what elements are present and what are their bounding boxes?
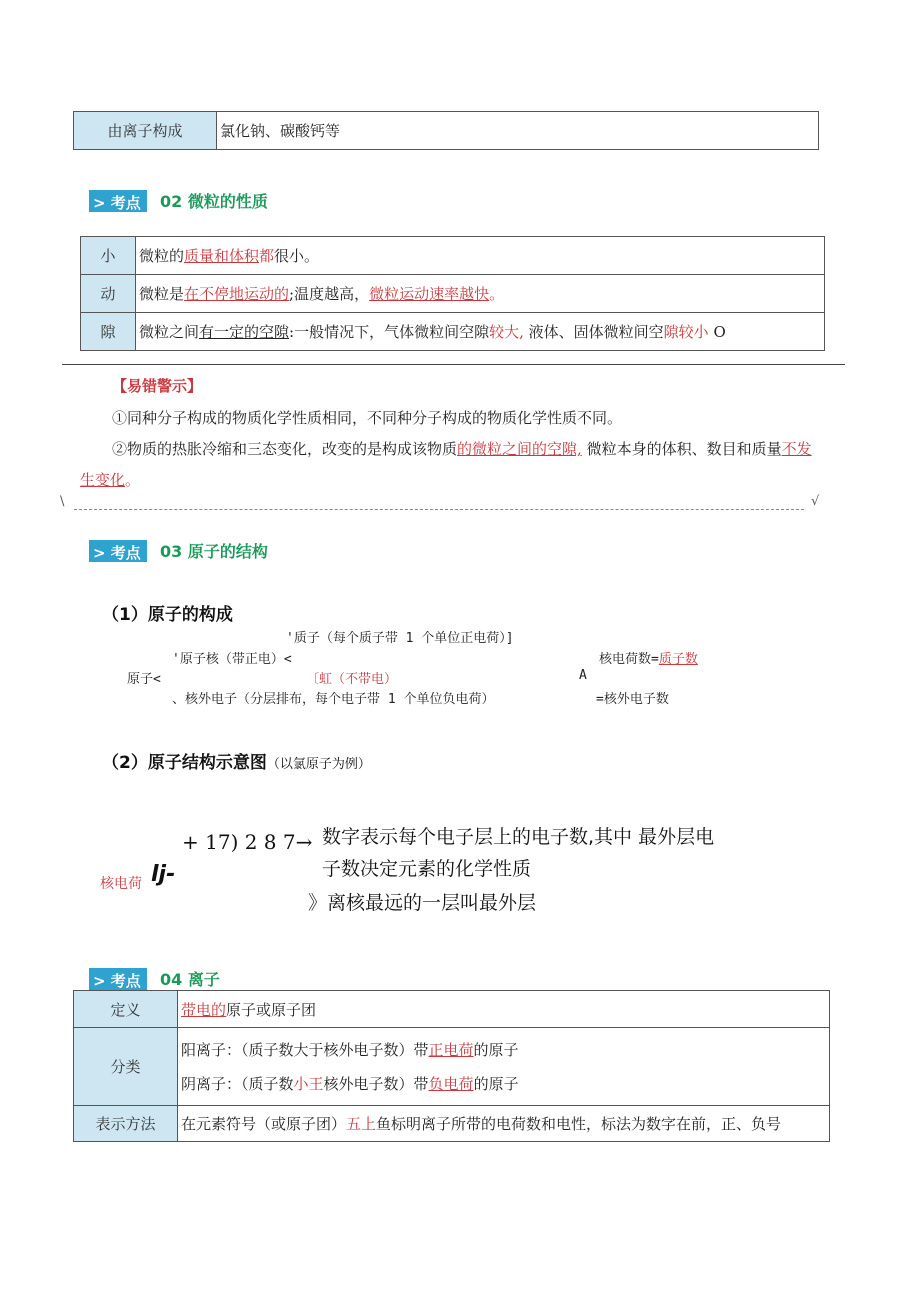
- atom-label: 原子<: [127, 672, 161, 687]
- prop-text-small: 微粒的质量和体积都很小。: [136, 237, 825, 275]
- cation-line: 阳离子：（质子数大于核外电子数）带正电荷的原子: [181, 1040, 519, 1059]
- a-mark: A: [579, 668, 587, 683]
- scribble-mark: lj-: [151, 862, 176, 887]
- ion-def-text: 带电的原子或原子团: [178, 991, 830, 1028]
- anion-line: 阴离子：（质子数小王核外电子数）带负电荷的原子: [181, 1074, 519, 1093]
- atom-composition-heading: （1）原子的构成: [102, 605, 233, 625]
- ion-table: [73, 990, 830, 1142]
- atom-diagram-heading: （2）原子结构示意图（以氯原子为例）: [102, 753, 371, 773]
- ion-class-text: [178, 1028, 830, 1106]
- prop-text-gap: 微粒之间有一定的空隙:一般情况下，气体微粒间空隙较大, 液体、固体微粒间空隙较小 O: [136, 313, 825, 351]
- warning-line2: ②物质的热胀冷缩和三态变化，改变的是构成该物质的微粒之间的空隙, 微粒本身的体积、数目和质量不发: [112, 440, 812, 458]
- prop-text-move: 微粒是在不停地运动的;温度越高，微粒运动速率越快。: [136, 275, 825, 313]
- proton-line: '质子（每个质子带 1 个单位正电荷）]: [286, 631, 514, 646]
- diagram-desc-line1: 数字表示每个电子层上的电子数,其中 最外层电: [322, 826, 715, 848]
- top-table-value: 氯化钠、碳酸钙等: [217, 112, 819, 150]
- warning-line3: 生变化。: [80, 471, 141, 489]
- warning-mark-right: √: [811, 494, 820, 509]
- nucleus-line: '原子核（带正电）<: [172, 652, 292, 667]
- ion-rep-text: 在元素符号（或原子团）五上鱼标明离子所带的电荷数和电性，标法为数字在前，正、负号: [178, 1106, 830, 1142]
- electron-line: 、核外电子（分层排布，每个电子带 1 个单位负电荷）: [172, 692, 495, 707]
- warning-title: 【易错警示】: [112, 377, 203, 395]
- section04-title: 04 离子: [160, 970, 220, 989]
- diagram-desc-line3: 》离核最远的一层叫最外层: [308, 892, 537, 914]
- prop-label-gap: 隙: [81, 313, 136, 351]
- diagram-desc-line2: 子数决定元素的化学性质: [322, 858, 532, 880]
- electron-count-eq: =核外电子数: [596, 692, 669, 707]
- section02-badge: > 考点: [89, 190, 147, 212]
- properties-table: [80, 236, 825, 351]
- warning-line1: ①同种分子构成的物质化学性质相同，不同种分子构成的物质化学性质不同。: [112, 409, 623, 427]
- warning-dashed-rule: [74, 509, 804, 510]
- top-table-label: 由离子构成: [74, 112, 217, 150]
- top-table: [73, 111, 819, 150]
- section02-title: 02 微粒的性质: [160, 192, 268, 211]
- prop-label-move: 动: [81, 275, 136, 313]
- warning-top-rule: [62, 364, 845, 365]
- section03-badge: > 考点: [89, 540, 147, 562]
- neutron-line: 〔虹（不带电）: [306, 672, 398, 687]
- atom-diagram-formula: + 17) 2 8 7→: [182, 830, 313, 854]
- nuclear-charge-eq: 核电荷数=质子数: [599, 652, 698, 667]
- ion-rep-label: 表示方法: [74, 1106, 178, 1142]
- section04-badge: > 考点: [89, 968, 147, 990]
- prop-label-small: 小: [81, 237, 136, 275]
- warning-mark-left: \: [60, 494, 65, 509]
- ion-def-label: 定义: [74, 991, 178, 1028]
- ion-class-label: 分类: [74, 1028, 178, 1106]
- nucleus-charge-label: 核电荷: [100, 876, 142, 892]
- section03-title: 03 原子的结构: [160, 542, 268, 561]
